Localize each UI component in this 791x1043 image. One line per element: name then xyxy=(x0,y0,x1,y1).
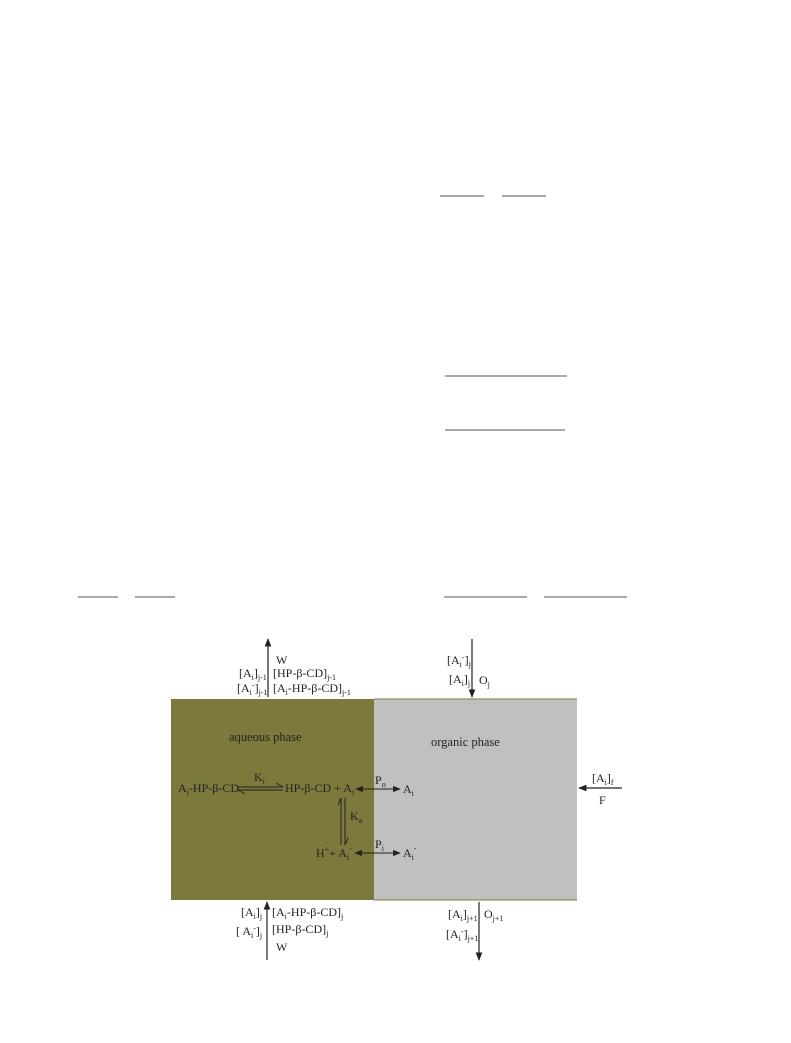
ki-label: $K_i$ xyxy=(254,770,265,786)
species-complex-j: $[A_i-HP-\beta-CD]_j$ xyxy=(272,905,344,921)
organic-neutral-species: $A_i$ xyxy=(403,782,414,798)
bottom-right-stream xyxy=(446,902,503,960)
top-left-stream xyxy=(237,639,351,697)
species-ai-ion-j+1: $[A_i^-]_{j+1}$ xyxy=(446,927,479,943)
flow-w-bottom-label: W xyxy=(276,940,288,954)
aqueous-phase-label: aqueous phase xyxy=(229,730,302,744)
product-species: $HP-\beta-CD + A_i$ xyxy=(285,781,355,797)
pi-label: $P_i$ xyxy=(375,837,384,853)
flow-w-label: W xyxy=(276,653,288,667)
species-ai-j-1: $[A_i]_{j-1}$ xyxy=(239,666,267,682)
ionized-species: $H^++ A_i^-$ xyxy=(316,844,352,862)
flow-f-label: F xyxy=(599,793,606,807)
stray-fraction-rules xyxy=(78,196,627,597)
bottom-left-stream xyxy=(236,902,343,960)
species-ai-j+1: $[A_i]_{j+1}$ xyxy=(448,907,478,923)
po-label: $P_o$ xyxy=(375,773,386,789)
organic-phase-label: organic phase xyxy=(431,735,500,749)
species-ai-j: $[A_i]_j$ xyxy=(449,672,471,688)
ka-label: $K_a$ xyxy=(350,809,363,825)
species-hpbcd-j: $[HP-\beta-CD]_j$ xyxy=(272,922,329,938)
species-ai-feed: $[A_i]_f$ xyxy=(592,771,614,787)
flow-oj-label: $O_j$ xyxy=(479,673,490,689)
species-ai-j-bottom: $[A_i]_j$ xyxy=(241,905,263,921)
complex-species: $A_i-HP-\beta-CD$ xyxy=(178,781,240,797)
species-hpbcd-j-1: $[HP-\beta-CD]_{j-1}$ xyxy=(273,666,336,682)
organic-ion-species: $A_i^-$ xyxy=(403,844,417,862)
species-complex-j-1: $[A_i-HP-\beta-CD]_{j-1}$ xyxy=(273,681,351,697)
top-right-stream xyxy=(447,639,490,697)
flow-oj+1-label: $O_{j+1}$ xyxy=(484,907,504,923)
species-ai-ion-j: $[A_i^-]_j$ xyxy=(447,653,471,669)
feed-stream xyxy=(579,771,622,807)
species-ai-ion-j-1: $[A_i^-]_{j-1}$ xyxy=(237,681,268,697)
species-ai-ion-j-bottom: [ $A_i^-]_j$ xyxy=(236,924,263,940)
organic-phase-region xyxy=(374,699,577,900)
